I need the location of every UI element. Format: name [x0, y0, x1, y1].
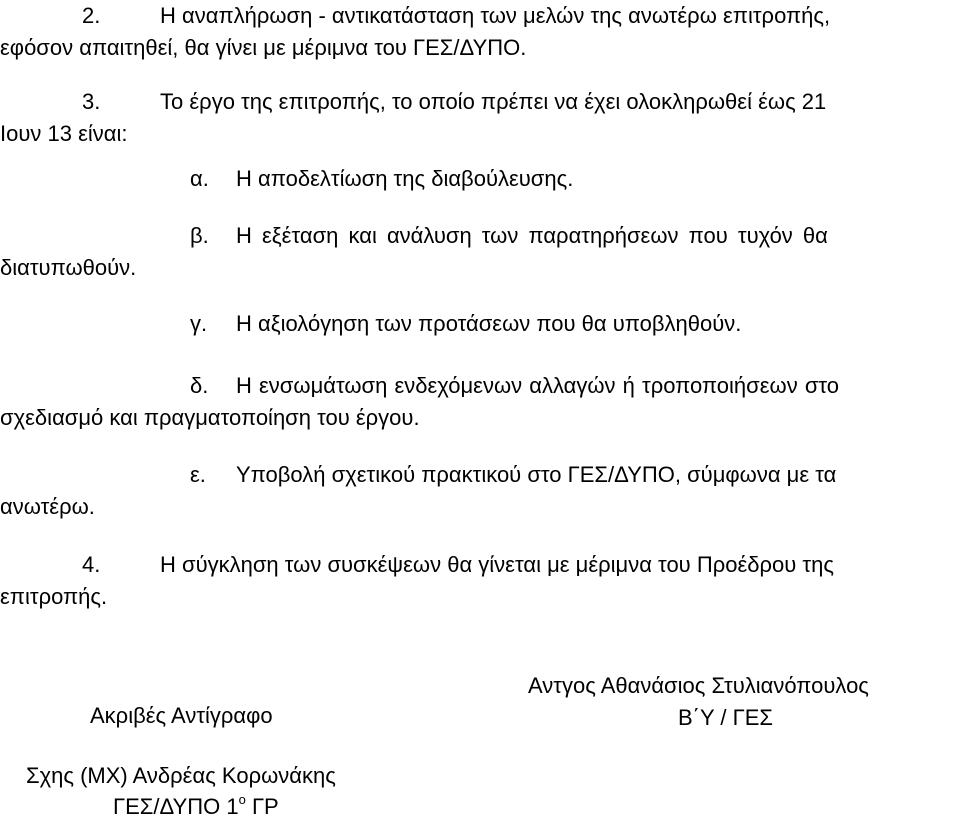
subitem-text: Η ενσωμάτωση ενδεχόμενων αλλαγών ή τροποποιήσεων στο — [236, 373, 840, 398]
copy-officer-unit — [113, 791, 279, 823]
copy-officer-name: Σχης (ΜΧ) Ανδρέας Κορωνάκης — [26, 763, 336, 788]
subitem-letter: β. — [190, 223, 209, 248]
paragraph-text-line: εφόσον απαιτηθεί, θα γίνει με μέριμνα του ΓΕΣ/ΔΥΠΟ. — [0, 35, 527, 60]
subitem-text: ανωτέρω. — [0, 494, 95, 519]
subitem-text: Η εξέταση και ανάλυση των παρατηρήσεων που τυχόν θα — [236, 223, 828, 248]
unit-suffix: ΓΡ — [245, 794, 279, 819]
unit-text: ΓΕΣ/ΔΥΠΟ 1 — [113, 794, 239, 819]
paragraph-text-line: Το έργο της επιτροπής, το οποίο πρέπει να έχει ολοκληρωθεί έως 21 — [160, 89, 827, 114]
paragraph-number: 2. — [82, 3, 101, 28]
subitem-letter: ε. — [190, 462, 206, 487]
subitem-text: Υποβολή σχετικού πρακτικού στο ΓΕΣ/ΔΥΠΟ, σύμφωνα με τα — [236, 462, 837, 487]
signer-title: Β΄Υ / ΓΕΣ — [678, 705, 774, 730]
paragraph-text-line: Η αναπλήρωση - αντικατάσταση των μελών της ανωτέρω επιτροπής, — [160, 3, 831, 28]
paragraph-text-line: επιτροπής. — [0, 584, 108, 609]
paragraph-text-line: Ιουν 13 είναι: — [0, 121, 128, 146]
subitem-letter: γ. — [190, 311, 208, 336]
subitem-text: Η αποδελτίωση της διαβούλευσης. — [236, 166, 574, 191]
subitem-text: σχεδιασμό και πραγματοποίηση του έργου. — [0, 405, 420, 430]
subitem-letter: δ. — [190, 373, 209, 398]
paragraph-number: 4. — [82, 552, 101, 577]
paragraph-number: 3. — [82, 89, 101, 114]
paragraph-text-line: Η σύγκληση των συσκέψεων θα γίνεται με μέριμνα του Προέδρου της — [160, 552, 834, 577]
subitem-letter: α. — [190, 166, 209, 191]
signer-name: Αντγος Αθανάσιος Στυλιανόπουλος — [528, 673, 869, 698]
subitem-text: διατυπωθούν. — [0, 255, 137, 280]
subitem-text: Η αξιολόγηση των προτάσεων που θα υποβληθούν. — [236, 311, 742, 336]
certified-copy-label: Ακριβές Αντίγραφο — [90, 703, 273, 728]
ordinal-superscript: ο — [238, 791, 246, 807]
